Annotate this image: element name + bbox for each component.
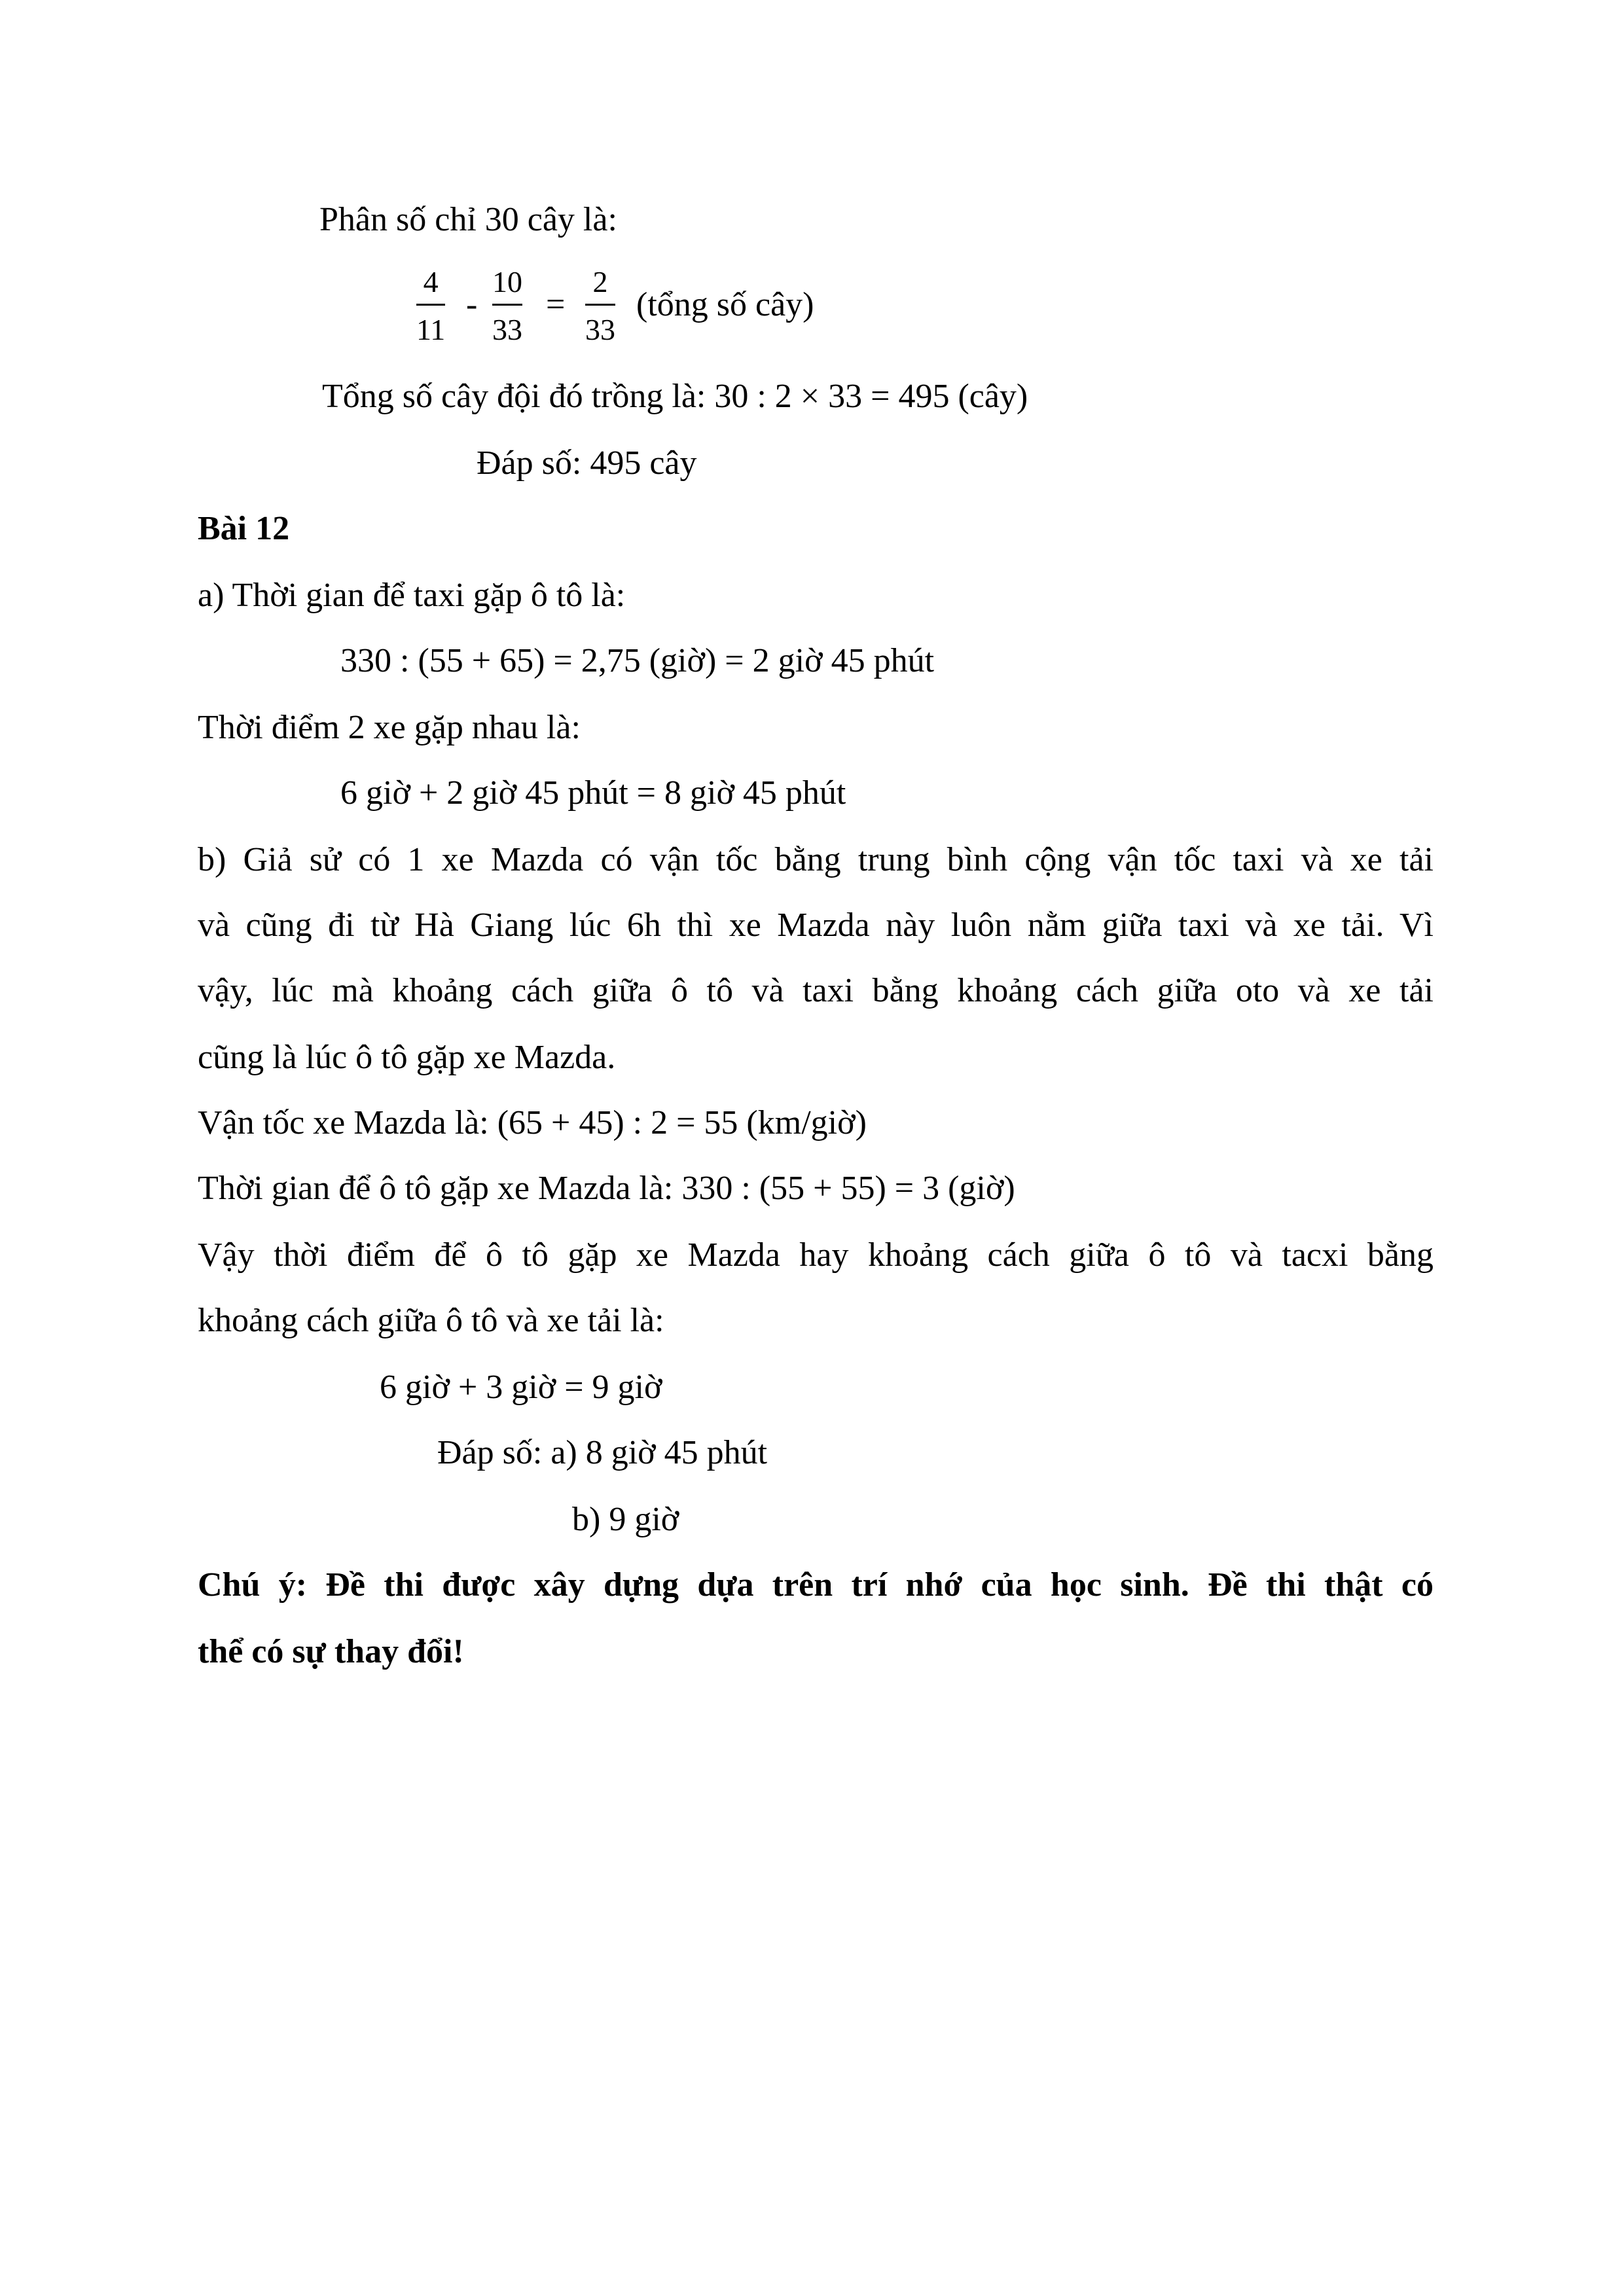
answer-a: Đáp số: a) 8 giờ 45 phút xyxy=(437,1434,768,1471)
part-b-line-1-text: b) Giả sử có 1 xe Mazda có vận tốc bằng trung bình cộng vận tốc taxi và xe tải xyxy=(198,841,1434,878)
fraction-denominator: 33 xyxy=(585,313,615,346)
fraction-denominator: 11 xyxy=(416,313,446,346)
conclusion-line-1 xyxy=(198,1238,1434,1272)
note-line-1-text: Chú ý: Đề thi được xây dựng dựa trên trí nhớ của học sinh. Đề thi thật có xyxy=(198,1566,1434,1604)
answer-b: b) 9 giờ xyxy=(572,1501,679,1538)
part-b-line-2-text: và cũng đi từ Hà Giang lúc 6h thì xe Mazda này luôn nằm giữa taxi và xe tải. Vì xyxy=(198,906,1434,944)
fraction-unit: (tổng số cây) xyxy=(636,286,814,323)
part-b-line-1 xyxy=(198,843,1434,877)
fraction-10-33 xyxy=(492,267,522,345)
note-line-2: thể có sự thay đổi! xyxy=(198,1633,464,1670)
conclusion-line-1-text: Vậy thời điểm để ô tô gặp xe Mazda hay khoảng cách giữa ô tô và tacxi bằng xyxy=(198,1236,1434,1274)
part-b-line-3-text: vậy, lúc mà khoảng cách giữa ô tô và taxi bằng khoảng cách giữa oto và xe tải xyxy=(198,972,1434,1009)
part-a-intro: a) Thời gian để taxi gặp ô tô là: xyxy=(198,577,626,614)
conclusion-line-2: khoảng cách giữa ô tô và xe tải là: xyxy=(198,1302,664,1339)
meeting-time-intro: Thời điểm 2 xe gặp nhau là: xyxy=(198,709,581,746)
equals-sign: = xyxy=(546,286,566,323)
fraction-4-11 xyxy=(416,267,445,345)
fraction-denominator: 33 xyxy=(492,313,522,346)
part-a-calc: 330 : (55 + 65) = 2,75 (giờ) = 2 giờ 45 phút xyxy=(340,642,935,679)
fraction-intro: Phân số chỉ 30 cây là: xyxy=(319,201,617,238)
fraction-numerator: 2 xyxy=(592,265,608,298)
fraction-2-33 xyxy=(585,267,615,345)
part-b-line-2 xyxy=(198,908,1434,942)
mazda-time-line: Thời gian để ô tô gặp xe Mazda là: 330 : (55 + 55) = 3 (giờ) xyxy=(198,1170,1015,1207)
part-b-line-4: cũng là lúc ô tô gặp xe Mazda. xyxy=(198,1039,616,1076)
mazda-speed-line: Vận tốc xe Mazda là: (65 + 45) : 2 = 55 (km/giờ) xyxy=(198,1104,867,1141)
note-line-1 xyxy=(198,1568,1434,1602)
part-b-line-3 xyxy=(198,974,1434,1008)
bai-12-heading: Bài 12 xyxy=(198,510,290,547)
fraction-numerator: 4 xyxy=(423,265,439,298)
answer-495: Đáp số: 495 cây xyxy=(477,444,697,482)
meeting-time-calc: 6 giờ + 2 giờ 45 phút = 8 giờ 45 phút xyxy=(340,774,846,812)
minus-sign: - xyxy=(466,286,478,323)
final-calc: 6 giờ + 3 giờ = 9 giờ xyxy=(380,1369,662,1406)
total-trees-line: Tổng số cây đội đó trồng là: 30 : 2 × 33 = 495 (cây) xyxy=(322,378,1028,415)
fraction-numerator: 10 xyxy=(492,265,522,298)
